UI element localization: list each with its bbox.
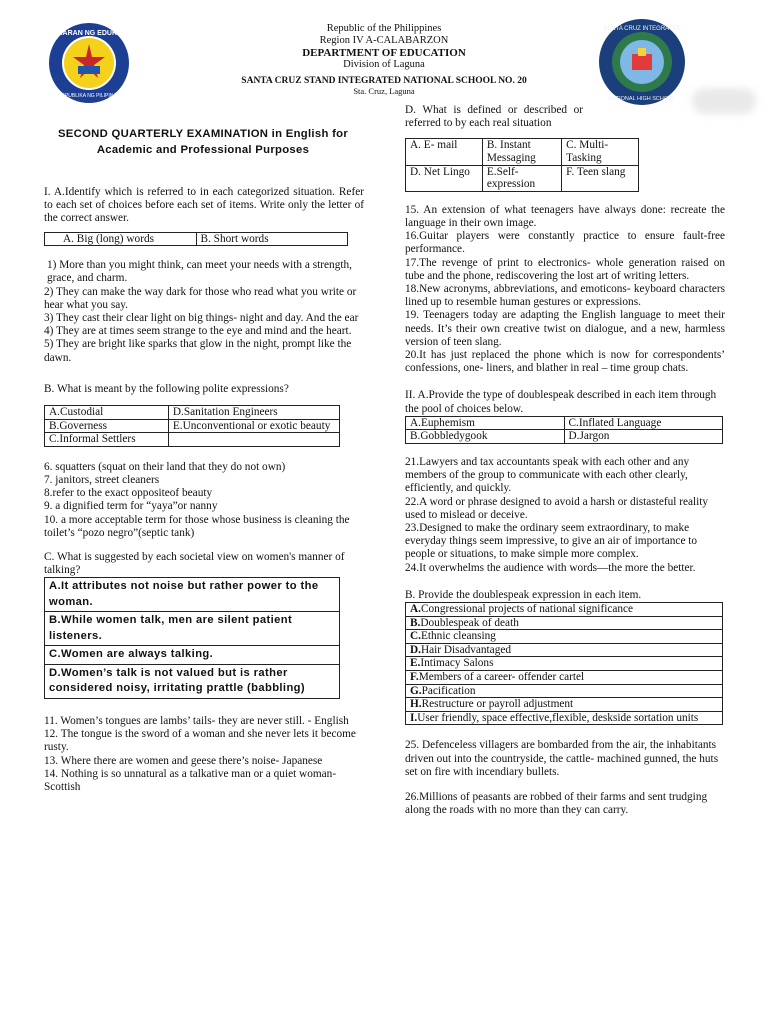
part1b-items: [44, 461, 364, 540]
question-25: 25. Defenceless villagers are bombarded from the air, the inhabitants driven out into the countryside, the cattle- machined gunned, the huts set on fire with incendiary bullets.: [405, 739, 719, 778]
question-13: 13. Where there are women and geese there’s noise- Japanese: [44, 754, 323, 767]
location-line: Sta. Cruz, Laguna: [353, 86, 415, 96]
choice-silent-listeners: B.While women talk, men are silent patient listeners.: [45, 612, 340, 646]
choice-power: A.It attributes not noise but rather power to the woman.: [45, 578, 340, 612]
question-10: 10. a more acceptable term for those whose business is cleaning the toilet’s “pozo negro”(septic tank): [44, 513, 350, 539]
choice-letter: C.: [410, 630, 421, 643]
choice-governess: B.Governess: [45, 419, 169, 433]
division-line: Division of Laguna: [343, 59, 425, 70]
question-16: 16.Guitar players were constantly practice to ensure fault-free performance.: [405, 230, 725, 256]
region-line: Region IV A-CALABARZON: [319, 35, 449, 46]
choice-text: User friendly, space effective,flexible, deskside sortation units: [417, 711, 699, 724]
choice-short-words: B. Short words: [196, 232, 348, 246]
question-21: 21.Lawyers and tax accountants speak with each other and any members of the group to communicate with each other clearly, efficiently, and quickly.: [405, 456, 690, 495]
choice-2b-i: [406, 711, 723, 725]
choice-email: A. E- mail: [406, 139, 483, 165]
svg-text:KAGAWARAN NG EDUKASYON: KAGAWARAN NG EDUKASYON: [36, 30, 142, 37]
choice-letter: H.: [410, 698, 422, 711]
choice-big-words: A. Big (long) words: [45, 232, 197, 246]
choice-text: Doublespeak of death: [420, 616, 519, 629]
question-9: 9. a dignified term for “yaya”or nanny: [44, 500, 218, 513]
choice-letter: F.: [410, 671, 419, 684]
part1b-instruction: B. What is meant by the following polite expressions?: [44, 382, 289, 395]
republic-line: Republic of the Philippines: [326, 23, 442, 34]
choice-letter: E.: [410, 657, 421, 670]
question-11: 11. Women’s tongues are lambs’ tails- they are never still. - English: [44, 714, 349, 727]
choice-text: Restructure or payroll adjustment: [421, 698, 574, 711]
part2b-choices-table: [405, 602, 723, 725]
question-19: 19. Teenagers today are adapting the English language to meet their needs. It’s their own creative twist on dialogue, and a new, harmless version of teen slang.: [405, 309, 725, 348]
part1c-items: [44, 715, 364, 794]
letterhead: [0, 23, 768, 96]
right-column: [405, 104, 725, 817]
choice-2b-e: [406, 657, 723, 671]
choice-text: Members of a career- offender cartel: [418, 671, 585, 684]
department-line: DEPARTMENT OF EDUCATION: [302, 47, 466, 59]
choice-sanitation-engineers: D.Sanitation Engineers: [168, 406, 339, 420]
choice-teen-slang: F. Teen slang: [562, 165, 639, 191]
question-2: 2) They can make the way dark for those who read what you write or hear what you say.: [44, 285, 357, 311]
choice-multitasking: C. Multi-Tasking: [562, 139, 639, 165]
question-6: 6. squatters (squat on their land that they do not own): [44, 460, 286, 473]
part2a-items: [405, 456, 725, 575]
choice-text: Congressional projects of national significance: [420, 603, 634, 616]
question-4: 4) They are at times seem strange to the eye and mind and the heart.: [44, 325, 352, 338]
left-column: [44, 186, 364, 794]
svg-text:REPUBLIKA NG PILIPINAS: REPUBLIKA NG PILIPINAS: [58, 93, 120, 99]
choice-2b-d: [406, 643, 723, 657]
part1a-choices-table: [44, 232, 348, 247]
choice-text: Intimacy Salons: [420, 657, 494, 670]
choice-self-expression: E.Self-expression: [482, 165, 561, 191]
choice-letter: I.: [410, 711, 418, 724]
part1c-instruction: C. What is suggested by each societal view on women's manner of talking?: [44, 551, 345, 577]
part1a-instruction: I. A.Identify which is referred to in each categorized situation. Refer to each set of choices before each set of items. Write only the letter of the correct answer.: [44, 186, 364, 225]
choice-exotic-beauty: E.Unconventional or exotic beauty: [168, 419, 339, 433]
choice-empty: [168, 433, 339, 447]
question-15: 15. An extension of what teenagers have always done: recreate the language in their own image.: [405, 203, 725, 229]
choice-euphemism: A.Euphemism: [406, 416, 565, 430]
school-line: SANTA CRUZ STAND INTEGRATED NATIONAL SCHOOL NO. 20: [241, 76, 527, 86]
choice-instant-messaging: B. Instant Messaging: [482, 139, 561, 165]
exam-title: SECOND QUARTERLY EXAMINATION in English for Academic and Professional Purposes: [57, 128, 349, 156]
part1a-items: [44, 259, 364, 365]
choice-gobbledygook: B.Gobbledygook: [406, 430, 565, 444]
choice-letter: D.: [410, 643, 421, 656]
svg-text:SANTA CRUZ INTEGRATED: SANTA CRUZ INTEGRATED: [603, 26, 681, 32]
question-14: 14. Nothing is so unnatural as a talkative man or a quiet woman- Scottish: [44, 767, 337, 793]
choice-inflated-language: C.Inflated Language: [564, 416, 723, 430]
question-12: 12. The tongue is the sword of a woman and she never lets it become rusty.: [44, 728, 356, 754]
choice-text: Hair Disadvantaged: [420, 643, 512, 656]
choice-letter: G.: [410, 684, 422, 697]
choice-informal-settlers: C.Informal Settlers: [45, 433, 169, 447]
question-23: 23.Designed to make the ordinary seem extraordinary, to make everyday things seem impressive, to give an air of importance to people or situations, to make simple more complex.: [405, 522, 698, 561]
part2b-instruction: B. Provide the doublespeak expression in each item.: [405, 588, 642, 601]
question-7: 7. janitors, street cleaners: [44, 474, 160, 487]
choice-2b-h: [406, 698, 723, 712]
part1d-instruction: D. What is defined or described or referred to by each real situation: [405, 104, 583, 130]
choice-text: Ethnic cleansing: [420, 630, 496, 643]
choice-2b-g: [406, 684, 723, 698]
part1d-choices-table: [405, 138, 639, 191]
choice-jargon: D.Jargon: [564, 430, 723, 444]
choice-always-talking: C.Women are always talking.: [45, 646, 340, 665]
choice-2b-c: [406, 630, 723, 644]
choice-letter: A.: [410, 603, 421, 616]
part1b-choices-table: [44, 405, 340, 447]
choice-2b-a: [406, 603, 723, 617]
question-22: 22.A word or phrase designed to avoid a harsh or distasteful reality used to mislead or deceive.: [405, 495, 709, 521]
question-8: 8.refer to the exact oppositeof beauty: [44, 487, 213, 500]
choice-net-lingo: D. Net Lingo: [406, 165, 483, 191]
choice-not-valued: D.Women’s talk is not valued but is rather considered noisy, irritating prattle (babbling): [45, 664, 340, 698]
part2a-choices-table: [405, 416, 723, 444]
question-3: 3) They cast their clear light on big things- night and day. And the ear: [44, 312, 359, 325]
choice-text: Pacification: [421, 684, 476, 697]
question-26: 26.Millions of peasants are robbed of their farms and sent trudging along the roads with no more than they can carry.: [405, 791, 708, 817]
choice-letter: B.: [410, 616, 421, 629]
question-20: 20.It has just replaced the phone which is now for correspondents’ confessions, one- liners, and blather in real – time group chats.: [405, 349, 725, 375]
part2b-items: [405, 739, 725, 817]
choice-2b-f: [406, 671, 723, 685]
question-17: 17.The revenge of print to electronics- whole generation raised on tube and the phone, rediscovering the lost art of writing letters.: [405, 256, 725, 282]
question-18: 18.New acronyms, abbreviations, and emoticons- keyboard characters lined up to resemble human gestures or expressions.: [405, 283, 725, 309]
question-24: 24.It overwhelms the audience with words—the more the better.: [405, 561, 696, 574]
part2a-instruction: II. A.Provide the type of doublespeak described in each item through the pool of choices below.: [405, 389, 717, 415]
svg-text:NATIONAL HIGH SCHOOL: NATIONAL HIGH SCHOOL: [608, 96, 676, 102]
part1c-choices-table: [44, 577, 340, 699]
choice-2b-b: [406, 616, 723, 630]
choice-custodial: A.Custodial: [45, 406, 169, 420]
part1d-items: [405, 204, 725, 376]
question-1: 1) More than you might think, can meet your needs with a strength, grace, and charm.: [47, 259, 352, 285]
question-5: 5) They are bright like sparks that glow in the night, prompt like the dawn.: [44, 338, 352, 364]
